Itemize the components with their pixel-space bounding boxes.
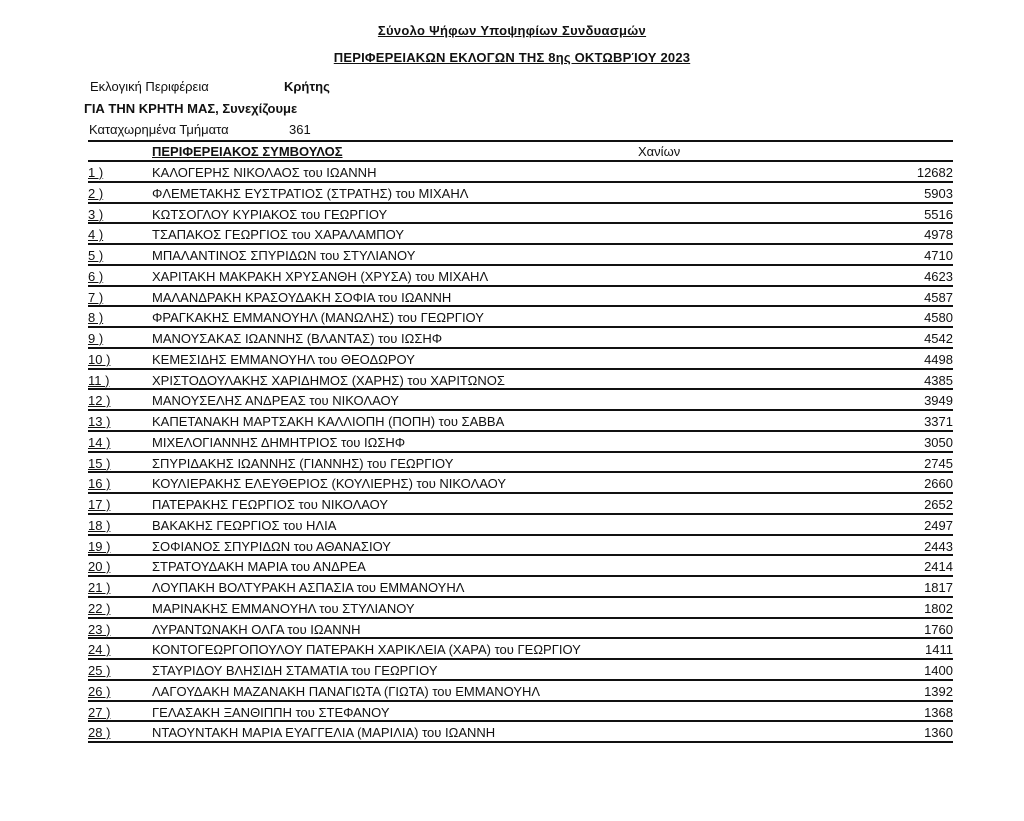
candidate-name: ΤΣΑΠΑΚΟΣ ΓΕΩΡΓΙΟΣ του ΧΑΡΑΛΑΜΠΟΥ (152, 227, 405, 243)
table-row (88, 722, 953, 743)
candidate-name: ΧΡΙΣΤΟΔΟΥΛΑΚΗΣ ΧΑΡΙΔΗΜΟΣ (ΧΑΡΗΣ) του ΧΑΡΙΤΩΝΟΣ (152, 372, 505, 388)
row-number: 20 ) (88, 559, 111, 575)
candidate-name: ΚΑΠΕΤΑΝΑΚΗ ΜΑΡΤΣΑΚΗ ΚΑΛΛΙΟΠΗ (ΠΟΠΗ) του ΣΑΒΒΑ (152, 414, 505, 429)
table-row (88, 183, 953, 204)
vote-count: 5903 (924, 185, 953, 201)
vote-count: 4623 (924, 268, 953, 284)
vote-count: 4710 (924, 248, 953, 263)
table-row (88, 660, 953, 681)
row-number: 16 ) (88, 476, 111, 492)
region-value: Κρήτης (284, 79, 330, 94)
candidate-name: ΧΑΡΙΤΑΚΗ ΜΑΚΡΑΚΗ ΧΡΥΣΑΝΘΗ (ΧΡΥΣΑ) του ΜΙΧΑΗΛ (152, 268, 489, 284)
document-subtitle: ΠΕΡΙΦΕΡΕΙΑΚΩΝ ΕΚΛΟΓΩΝ ΤΗΣ 8ης ΟΚΤΩΒΡΊΟΥ 2023 (333, 50, 691, 65)
vote-count: 4385 (924, 372, 953, 388)
table-row (88, 515, 953, 536)
column-header-district: Χανίων (638, 144, 681, 159)
table-row (88, 204, 953, 225)
row-number: 4 ) (88, 227, 104, 243)
vote-count: 3050 (924, 434, 953, 450)
candidate-name: ΚΟΝΤΟΓΕΩΡΓΟΠΟΥΛΟΥ ΠΑΤΕΡΑΚΗ ΧΑΡΙΚΛΕΙΑ (ΧΑΡΑ) του ΓΕΩΡΓΙΟΥ (152, 642, 581, 658)
row-number: 6 ) (88, 268, 104, 284)
candidate-name: ΒΑΚΑΚΗΣ ΓΕΩΡΓΙΟΣ του ΗΛΙΑ (152, 517, 337, 533)
vote-count: 1368 (924, 704, 953, 720)
table-row (88, 390, 953, 411)
table-row (88, 307, 953, 328)
candidate-name: ΣΠΥΡΙΔΑΚΗΣ ΙΩΑΝΝΗΣ (ΓΙΑΝΝΗΣ) του ΓΕΩΡΓΙΟΥ (152, 455, 454, 471)
row-number: 11 ) (88, 372, 110, 388)
table-header (88, 142, 953, 162)
vote-count: 2414 (924, 559, 953, 575)
vote-count: 2497 (924, 517, 953, 533)
table-row (88, 639, 953, 660)
table-row (88, 224, 953, 245)
row-number: 22 ) (88, 600, 111, 616)
table-row (88, 411, 953, 432)
candidates-table (88, 140, 953, 743)
candidate-name: ΦΛΕΜΕΤΑΚΗΣ ΕΥΣΤΡΑΤΙΟΣ (ΣΤΡΑΤΗΣ) του ΜΙΧΑΗΛ (152, 185, 469, 201)
table-row (88, 453, 953, 474)
row-number: 14 ) (88, 434, 111, 450)
vote-count: 1802 (924, 600, 953, 616)
candidate-name: ΦΡΑΓΚΑΚΗΣ ΕΜΜΑΝΟΥΗΛ (ΜΑΝΩΛΗΣ) του ΓΕΩΡΓΙΟΥ (152, 310, 484, 326)
candidate-name: ΣΤΑΥΡΙΔΟΥ ΒΛΗΣΙΔΗ ΣΤΑΜΑΤΙΑ του ΓΕΩΡΓΙΟΥ (152, 663, 438, 678)
candidate-name: ΚΕΜΕΣΙΔΗΣ ΕΜΜΑΝΟΥΗΛ του ΘΕΟΔΩΡΟΥ (152, 351, 415, 367)
candidate-name: ΛΟΥΠΑΚΗ ΒΟΛΤΥΡΑΚΗ ΑΣΠΑΣΙΑ του ΕΜΜΑΝΟΥΗΛ (152, 580, 465, 595)
vote-count: 2660 (924, 476, 953, 492)
candidate-name: ΚΟΥΛΙΕΡΑΚΗΣ ΕΛΕΥΘΕΡΙΟΣ (ΚΟΥΛΙΕΡΗΣ) του ΝΙΚΟΛΑΟΥ (152, 476, 507, 492)
candidate-name: ΓΕΛΑΣΑΚΗ ΞΑΝΘΙΠΠΗ του ΣΤΕΦΑΝΟΥ (152, 704, 390, 720)
candidate-name: ΜΑΡΙΝΑΚΗΣ ΕΜΜΑΝΟΥΗΛ του ΣΤΥΛΙΑΝΟΥ (152, 600, 415, 616)
table-row (88, 619, 953, 640)
row-number: 1 ) (88, 165, 104, 180)
vote-count: 4978 (924, 227, 953, 243)
vote-count: 1400 (924, 663, 953, 678)
candidate-name: ΛΑΓΟΥΔΑΚΗ ΜΑΖΑΝΑΚΗ ΠΑΝΑΓΙΩΤΑ (ΓΙΩΤΑ) του ΕΜΜΑΝΟΥΗΛ (152, 683, 541, 699)
vote-count: 4498 (924, 351, 953, 367)
row-number: 18 ) (88, 517, 111, 533)
vote-count: 4580 (924, 310, 953, 326)
vote-count: 1392 (924, 683, 953, 699)
table-row (88, 370, 953, 391)
vote-count: 4542 (924, 331, 953, 346)
candidate-name: ΚΑΛΟΓΕΡΗΣ ΝΙΚΟΛΑΟΣ του ΙΩΑΝΝΗ (152, 165, 377, 180)
table-row (88, 536, 953, 557)
row-number: 27 ) (88, 704, 111, 720)
table-row (88, 473, 953, 494)
row-number: 3 ) (88, 206, 104, 222)
row-number: 19 ) (88, 538, 111, 554)
row-number: 23 ) (88, 621, 111, 637)
column-header-candidate: ΠΕΡΙΦΕΡΕΙΑΚΟΣ ΣΥΜΒΟΥΛΟΣ (152, 144, 343, 159)
region-label: Εκλογική Περιφέρεια (90, 79, 209, 94)
vote-count: 4587 (924, 289, 953, 305)
vote-count: 1360 (924, 725, 953, 741)
candidate-name: ΝΤΑΟΥΝΤΑΚΗ ΜΑΡΙΑ ΕΥΑΓΓΕΛΙΑ (ΜΑΡΙΛΙΑ) του ΙΩΑΝΝΗ (152, 725, 496, 741)
row-number: 28 ) (88, 725, 111, 741)
candidate-name: ΜΑΝΟΥΣΑΚΑΣ ΙΩΑΝΝΗΣ (ΒΛΑΝΤΑΣ) του ΙΩΣΗΦ (152, 331, 443, 346)
row-number: 15 ) (88, 455, 111, 471)
party-name: ΓΙΑ ΤΗΝ ΚΡΗΤΗ ΜΑΣ, Συνεχίζουμε (84, 101, 298, 116)
candidate-name: ΠΑΤΕΡΑΚΗΣ ΓΕΩΡΓΙΟΣ του ΝΙΚΟΛΑΟΥ (152, 497, 389, 512)
table-body (88, 162, 953, 743)
table-row (88, 681, 953, 702)
row-number: 17 ) (88, 497, 111, 512)
row-number: 26 ) (88, 683, 111, 699)
candidate-name: ΜΑΛΑΝΔΡΑΚΗ ΚΡΑΣΟΥΔΑΚΗ ΣΟΦΙΑ του ΙΩΑΝΝΗ (152, 289, 452, 305)
table-row (88, 432, 953, 453)
row-number: 25 ) (88, 663, 111, 678)
row-number: 5 ) (88, 248, 104, 263)
table-row (88, 245, 953, 266)
vote-count: 3949 (924, 393, 953, 409)
vote-count: 12682 (916, 165, 953, 180)
table-row (88, 702, 953, 723)
row-number: 10 ) (88, 351, 111, 367)
table-row (88, 556, 953, 577)
candidate-name: ΣΤΡΑΤΟΥΔΑΚΗ ΜΑΡΙΑ του ΑΝΔΡΕΑ (152, 559, 366, 575)
vote-count: 3371 (924, 414, 953, 429)
table-row (88, 598, 953, 619)
table-row (88, 349, 953, 370)
candidate-name: ΜΑΝΟΥΣΕΛΗΣ ΑΝΔΡΕΑΣ του ΝΙΚΟΛΑΟΥ (152, 393, 399, 409)
row-number: 8 ) (88, 310, 104, 326)
vote-count: 2443 (924, 538, 953, 554)
vote-count: 1411 (925, 642, 953, 658)
row-number: 13 ) (88, 414, 111, 429)
row-number: 12 ) (88, 393, 111, 409)
row-number: 7 ) (88, 289, 104, 305)
row-number: 2 ) (88, 185, 104, 201)
table-row (88, 266, 953, 287)
candidate-name: ΚΩΤΣΟΓΛΟΥ ΚΥΡΙΑΚΟΣ του ΓΕΩΡΓΙΟΥ (152, 206, 388, 222)
vote-count: 5516 (924, 206, 953, 222)
table-row (88, 162, 953, 183)
document-title: Σύνολο Ψήφων Υποψηφίων Συνδυασμών (377, 23, 647, 38)
table-row (88, 577, 953, 598)
vote-count: 2745 (924, 455, 953, 471)
row-number: 9 ) (88, 331, 104, 346)
row-number: 21 ) (88, 580, 111, 595)
sections-value: 361 (289, 122, 311, 137)
table-row (88, 287, 953, 308)
candidate-name: ΜΙΧΕΛΟΓΙΑΝΝΗΣ ΔΗΜΗΤΡΙΟΣ του ΙΩΣΗΦ (152, 434, 406, 450)
candidate-name: ΣΟΦΙΑΝΟΣ ΣΠΥΡΙΔΩΝ του ΑΘΑΝΑΣΙΟΥ (152, 538, 391, 554)
row-number: 24 ) (88, 642, 111, 658)
candidate-name: ΜΠΑΛΑΝΤΙΝΟΣ ΣΠΥΡΙΔΩΝ του ΣΤΥΛΙΑΝΟΥ (152, 248, 416, 263)
vote-count: 1760 (924, 621, 953, 637)
table-row (88, 494, 953, 515)
vote-count: 1817 (924, 580, 953, 595)
vote-count: 2652 (924, 497, 953, 512)
candidate-name: ΛΥΡΑΝΤΩΝΑΚΗ ΟΛΓΑ του ΙΩΑΝΝΗ (152, 621, 361, 637)
sections-label: Καταχωρημένα Τμήματα (89, 122, 229, 137)
table-row (88, 328, 953, 349)
